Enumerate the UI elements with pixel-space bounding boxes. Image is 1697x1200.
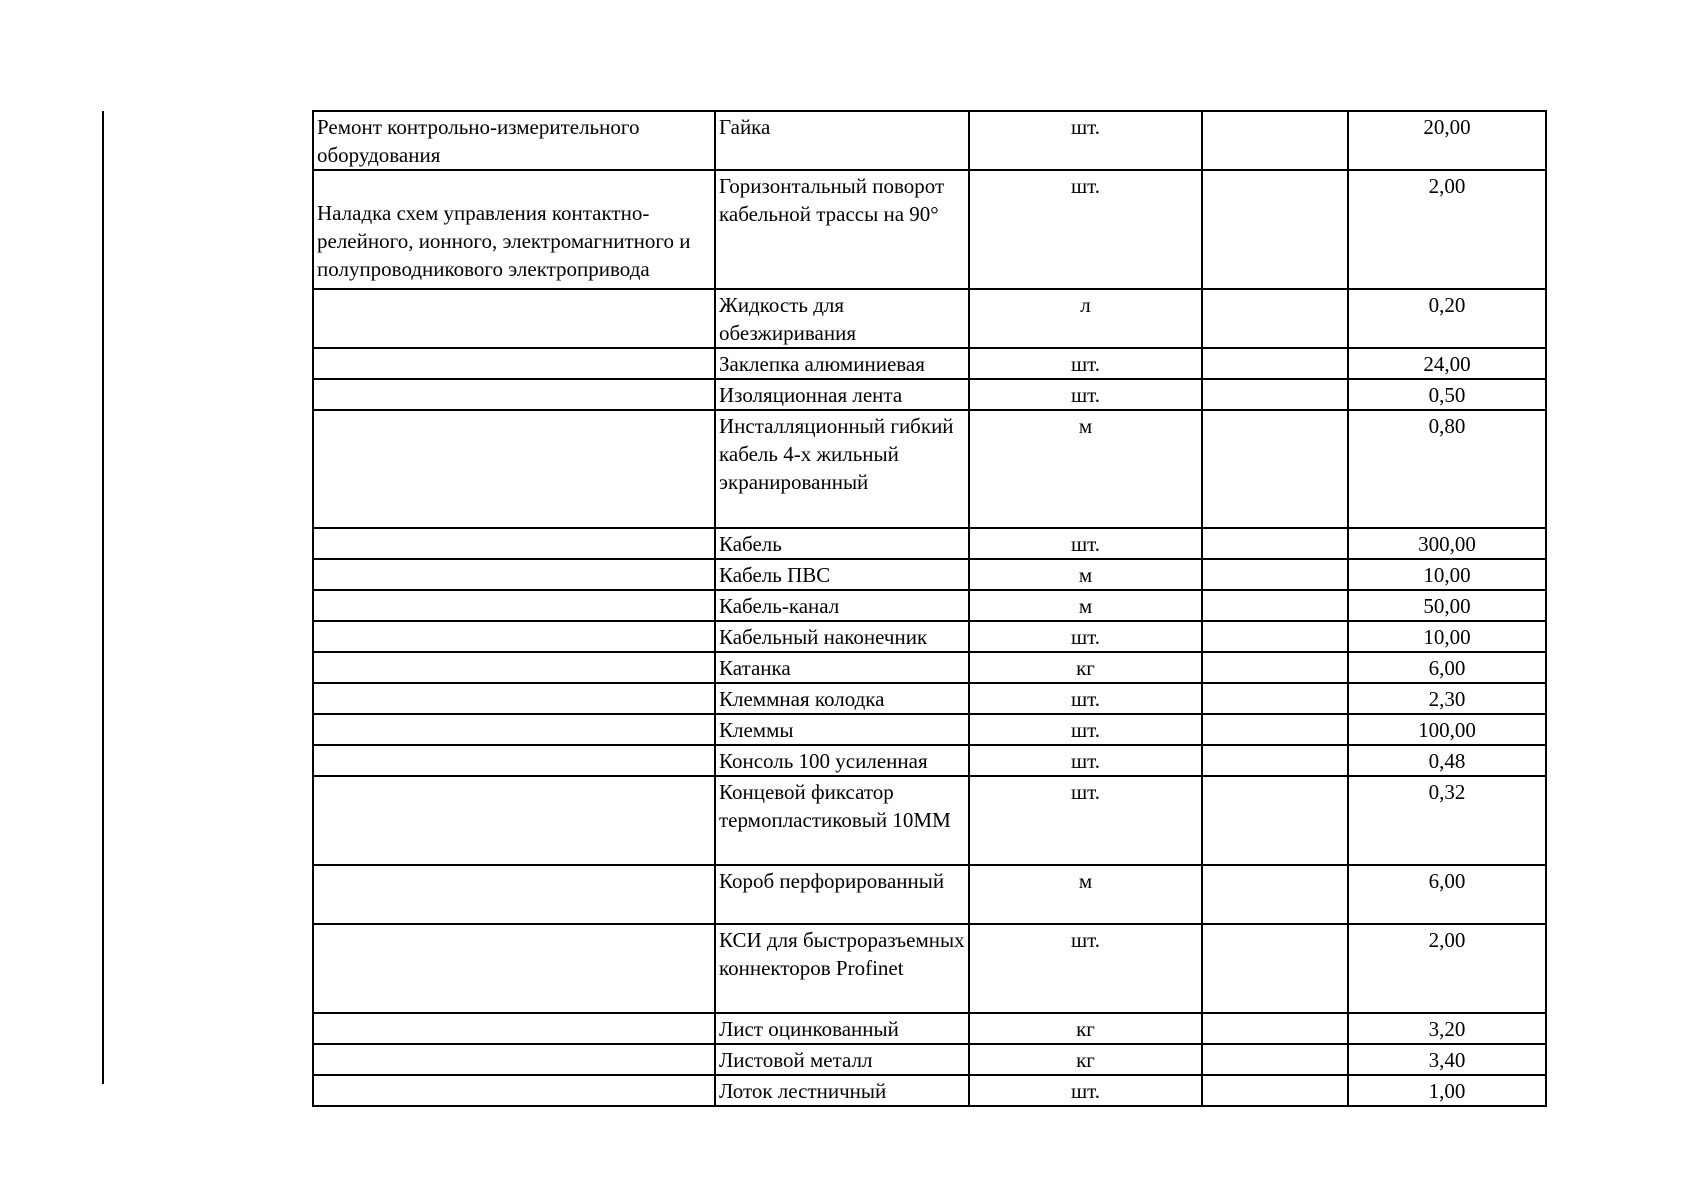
unit-cell [969,776,1202,865]
material-name-cell [715,379,969,410]
quantity-cell [1348,528,1546,559]
quantity-cell [1348,714,1546,745]
unit-cell-text: м [1078,563,1093,587]
unit-cell [969,170,1202,289]
work-type-cell-text: Ремонт контрольно-измерительного оборудования [317,115,640,167]
unit-cell-text: шт. [1070,749,1101,773]
quantity-cell-text: 1,00 [1428,1079,1466,1103]
unit-cell-text: шт. [1070,174,1101,198]
material-name-cell-text: Жидкость для обезжиривания [719,293,856,345]
quantity-cell-text: 300,00 [1418,532,1476,556]
work-type-cell [313,683,715,714]
material-name-cell-text: Консоль 100 усиленная [719,749,928,773]
material-name-cell-text: Инсталляционный гибкий кабель 4-х жильный экранированный [719,414,954,494]
table-row [313,1075,1546,1106]
table-row [313,111,1546,170]
material-name-cell-text: Кабельный наконечник [719,625,928,649]
empty-cell [1202,379,1348,410]
material-name-cell-text: Концевой фиксатор термопластиковый 10ММ [719,780,951,832]
unit-cell [969,111,1202,170]
material-name-cell [715,111,969,170]
empty-cell [1202,652,1348,683]
material-name-cell-text: Лоток лестничный [719,1079,887,1103]
material-name-cell [715,410,969,528]
materials-table [312,110,1547,1107]
material-name-cell-text: Кабель-канал [719,594,840,618]
table-row [313,348,1546,379]
unit-cell-text: шт. [1070,780,1101,804]
unit-cell-text: шт. [1070,532,1101,556]
unit-cell [969,410,1202,528]
empty-cell [1202,348,1348,379]
empty-cell [1202,683,1348,714]
quantity-cell-text: 10,00 [1423,625,1471,649]
quantity-cell [1348,170,1546,289]
material-name-cell-text: Горизонтальный поворот кабельной трассы на 90° [719,174,945,226]
table-row [313,289,1546,348]
unit-cell [969,714,1202,745]
quantity-cell-text: 0,50 [1428,383,1466,407]
quantity-cell-text: 0,48 [1428,749,1466,773]
material-name-cell-text: Катанка [719,656,791,680]
unit-cell-text: шт. [1070,352,1101,376]
quantity-cell [1348,348,1546,379]
quantity-cell-text: 0,80 [1428,414,1466,438]
empty-cell [1202,559,1348,590]
work-type-cell [313,621,715,652]
empty-cell [1202,170,1348,289]
material-name-cell-text: Листовой металл [719,1048,873,1072]
material-name-cell [715,745,969,776]
quantity-cell [1348,410,1546,528]
table-row [313,379,1546,410]
unit-cell [969,1044,1202,1075]
unit-cell-text: м [1078,869,1093,893]
quantity-cell [1348,1013,1546,1044]
quantity-cell [1348,924,1546,1013]
empty-cell [1202,776,1348,865]
empty-cell [1202,865,1348,924]
empty-cell [1202,924,1348,1013]
table-row [313,528,1546,559]
work-type-cell [313,528,715,559]
quantity-cell [1348,776,1546,865]
work-type-cell [313,776,715,865]
quantity-cell-text: 50,00 [1423,594,1471,618]
table-row [313,865,1546,924]
table-row [313,621,1546,652]
quantity-cell-text: 24,00 [1423,352,1471,376]
unit-cell-text: шт. [1070,115,1101,139]
material-name-cell-text: Изоляционная лента [719,383,903,407]
quantity-cell-text: 2,30 [1428,687,1466,711]
quantity-cell-text: 0,32 [1428,780,1466,804]
work-type-cell [313,170,715,289]
table-row [313,1013,1546,1044]
material-name-cell [715,289,969,348]
material-name-cell [715,1075,969,1106]
quantity-cell-text: 10,00 [1423,563,1471,587]
quantity-cell-text: 0,20 [1428,293,1466,317]
material-name-cell [715,683,969,714]
unit-cell-text: кг [1076,1017,1095,1041]
quantity-cell [1348,865,1546,924]
material-name-cell-text: Клеммы [719,718,794,742]
unit-cell-text: кг [1076,1048,1095,1072]
unit-cell-text: л [1080,293,1091,317]
quantity-cell [1348,1044,1546,1075]
work-type-cell [313,410,715,528]
unit-cell-text: шт. [1070,1079,1101,1103]
empty-cell [1202,410,1348,528]
quantity-cell [1348,652,1546,683]
work-type-cell [313,745,715,776]
empty-cell [1202,528,1348,559]
table-row [313,559,1546,590]
unit-cell [969,590,1202,621]
material-name-cell-text: Гайка [719,115,771,139]
unit-cell-text: шт. [1070,928,1101,952]
material-name-cell-text: Кабель ПВС [719,563,831,587]
table-row [313,410,1546,528]
unit-cell [969,1013,1202,1044]
unit-cell [969,745,1202,776]
work-type-cell [313,559,715,590]
quantity-cell [1348,621,1546,652]
unit-cell [969,379,1202,410]
quantity-cell [1348,289,1546,348]
material-name-cell [715,714,969,745]
work-type-cell [313,289,715,348]
work-type-cell [313,1075,715,1106]
unit-cell [969,559,1202,590]
unit-cell-text: шт. [1070,625,1101,649]
empty-cell [1202,111,1348,170]
material-name-cell [715,1044,969,1075]
empty-cell [1202,714,1348,745]
empty-cell [1202,1044,1348,1075]
empty-cell [1202,1013,1348,1044]
empty-cell [1202,1075,1348,1106]
quantity-cell [1348,559,1546,590]
work-type-cell [313,714,715,745]
quantity-cell-text: 20,00 [1423,115,1471,139]
empty-cell [1202,745,1348,776]
material-name-cell-text: Кабель [719,532,782,556]
material-name-cell-text: Заклепка алюминиевая [719,352,925,376]
material-name-cell [715,776,969,865]
unit-cell [969,924,1202,1013]
quantity-cell-text: 3,20 [1428,1017,1466,1041]
unit-cell [969,348,1202,379]
table-row [313,924,1546,1013]
work-type-cell [313,924,715,1013]
material-name-cell [715,1013,969,1044]
unit-cell [969,289,1202,348]
material-name-cell [715,652,969,683]
left-margin-line [102,111,104,1084]
quantity-cell [1348,590,1546,621]
unit-cell-text: м [1078,594,1093,618]
table-row [313,590,1546,621]
quantity-cell [1348,745,1546,776]
unit-cell [969,621,1202,652]
table-row [313,776,1546,865]
material-name-cell [715,924,969,1013]
material-name-cell-text: Лист оцинкованный [719,1017,899,1041]
quantity-cell-text: 100,00 [1418,718,1476,742]
empty-cell [1202,289,1348,348]
work-type-cell [313,1044,715,1075]
work-type-cell [313,379,715,410]
empty-cell [1202,590,1348,621]
unit-cell-text: шт. [1070,383,1101,407]
material-name-cell [715,528,969,559]
work-type-cell [313,111,715,170]
materials-table-body [313,111,1546,1106]
empty-cell [1202,621,1348,652]
material-name-cell-text: Клеммная колодка [719,687,885,711]
unit-cell [969,1075,1202,1106]
table-row [313,745,1546,776]
work-type-cell-text: Наладка схем управления контактно-релейного, ионного, электромагнитного и полупроводникового электропривода [317,201,691,281]
material-name-cell [715,590,969,621]
unit-cell [969,652,1202,683]
unit-cell-text: кг [1076,656,1095,680]
work-type-cell [313,865,715,924]
quantity-cell-text: 6,00 [1428,656,1466,680]
material-name-cell [715,348,969,379]
material-name-cell-text: КСИ для быстроразъемных коннекторов Profinet [719,928,965,980]
unit-cell [969,528,1202,559]
unit-cell-text: шт. [1070,687,1101,711]
material-name-cell [715,621,969,652]
table-row [313,714,1546,745]
quantity-cell-text: 2,00 [1428,174,1466,198]
quantity-cell-text: 6,00 [1428,869,1466,893]
work-type-cell [313,652,715,683]
quantity-cell-text: 3,40 [1428,1048,1466,1072]
unit-cell-text: м [1078,414,1093,438]
unit-cell-text: шт. [1070,718,1101,742]
unit-cell [969,865,1202,924]
quantity-cell-text: 2,00 [1428,928,1466,952]
material-name-cell-text: Короб перфорированный [719,869,945,893]
work-type-cell [313,348,715,379]
unit-cell [969,683,1202,714]
material-name-cell [715,865,969,924]
table-row [313,1044,1546,1075]
quantity-cell [1348,683,1546,714]
work-type-cell [313,1013,715,1044]
table-row [313,683,1546,714]
table-row [313,170,1546,289]
material-name-cell [715,559,969,590]
quantity-cell [1348,1075,1546,1106]
table-row [313,652,1546,683]
work-type-cell [313,590,715,621]
quantity-cell [1348,379,1546,410]
material-name-cell [715,170,969,289]
quantity-cell [1348,111,1546,170]
